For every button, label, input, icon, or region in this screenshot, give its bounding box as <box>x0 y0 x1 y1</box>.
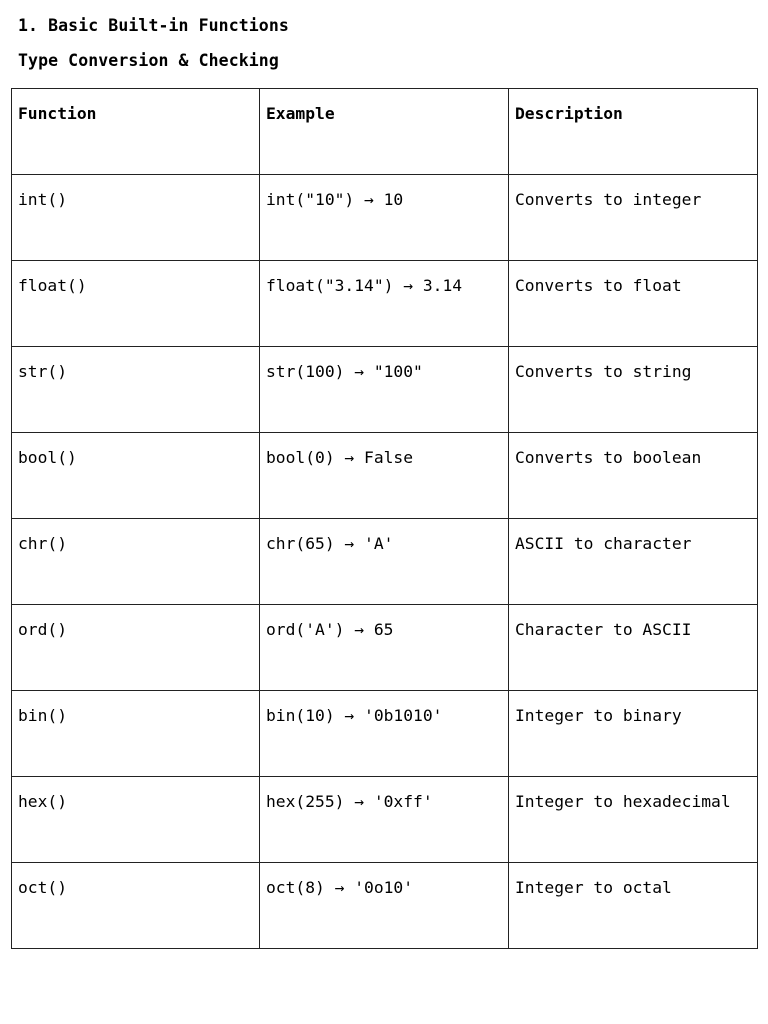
cell-function: chr() <box>12 519 260 605</box>
table-row <box>12 519 758 605</box>
table-row <box>12 175 758 261</box>
header-function: Function <box>12 89 260 175</box>
cell-description: Integer to hexadecimal <box>509 777 758 863</box>
cell-function: hex() <box>12 777 260 863</box>
cell-example: oct(8) → '0o10' <box>260 863 509 949</box>
cell-example: bool(0) → False <box>260 433 509 519</box>
cell-function: str() <box>12 347 260 433</box>
section-title: 1. Basic Built-in Functions <box>18 16 289 35</box>
table-row <box>12 691 758 777</box>
table-row <box>12 261 758 347</box>
cell-function: float() <box>12 261 260 347</box>
cell-function: int() <box>12 175 260 261</box>
cell-description: ASCII to character <box>509 519 758 605</box>
functions-table <box>11 88 758 949</box>
cell-description: Converts to integer <box>509 175 758 261</box>
cell-description: Converts to string <box>509 347 758 433</box>
cell-function: oct() <box>12 863 260 949</box>
cell-example: str(100) → "100" <box>260 347 509 433</box>
table-header-row <box>12 89 758 175</box>
table-row <box>12 347 758 433</box>
section-subtitle: Type Conversion & Checking <box>18 51 279 70</box>
cell-example: chr(65) → 'A' <box>260 519 509 605</box>
cell-function: bool() <box>12 433 260 519</box>
cell-example: float("3.14") → 3.14 <box>260 261 509 347</box>
cell-example: ord('A') → 65 <box>260 605 509 691</box>
table-row <box>12 605 758 691</box>
cell-description: Character to ASCII <box>509 605 758 691</box>
cell-function: ord() <box>12 605 260 691</box>
table-row <box>12 863 758 949</box>
header-description: Description <box>509 89 758 175</box>
header-example: Example <box>260 89 509 175</box>
cell-description: Integer to binary <box>509 691 758 777</box>
cell-function: bin() <box>12 691 260 777</box>
cell-example: int("10") → 10 <box>260 175 509 261</box>
cell-description: Converts to boolean <box>509 433 758 519</box>
cell-example: hex(255) → '0xff' <box>260 777 509 863</box>
table-row <box>12 433 758 519</box>
cell-description: Integer to octal <box>509 863 758 949</box>
cell-example: bin(10) → '0b1010' <box>260 691 509 777</box>
table-row <box>12 777 758 863</box>
cell-description: Converts to float <box>509 261 758 347</box>
